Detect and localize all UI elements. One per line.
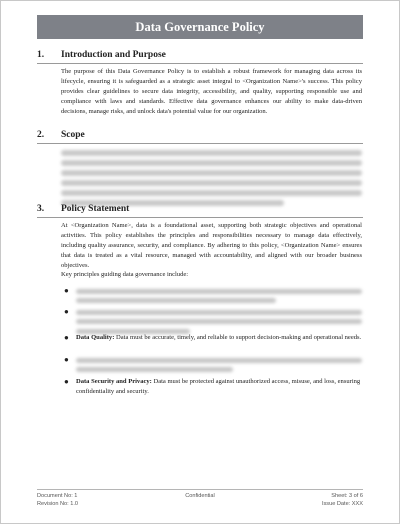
section-divider xyxy=(37,63,363,64)
section-heading-introduction xyxy=(37,50,363,60)
issue-date: Issue Date: XXX xyxy=(321,500,363,507)
bullet-icon: ● xyxy=(64,286,69,295)
page-footer xyxy=(37,493,363,508)
section-title: Scope xyxy=(61,130,85,140)
document-title: Data Governance Policy xyxy=(135,19,265,34)
section-title: Policy Statement xyxy=(61,204,130,214)
bullet-text: Data must be protected against unauthorized access, misuse, and loss, ensuring confidentiality and security. xyxy=(76,378,361,396)
section-divider xyxy=(37,143,363,144)
classification-label: Confidential xyxy=(185,493,215,499)
footer-divider xyxy=(37,489,363,490)
bullet-icon: ● xyxy=(64,377,69,386)
bullet-icon: ● xyxy=(64,333,69,342)
bullet-icon: ● xyxy=(64,355,69,364)
section-number: 2. xyxy=(37,130,45,140)
title-banner xyxy=(37,15,363,39)
list-item-data-security xyxy=(64,377,362,397)
intro-paragraph: The purpose of this Data Governance Policy is to establish a robust framework for managing data across its lifecycle, ensuring it is safeguarded as a strategic asset integral to <Organization Name>'s success. This policy provides clear guidelines to secure data integrity, accessibility, and quality, supporting responsible use and compliance with laws and standards. Effective data governance enhances our ability to make data-driven decisions, manage risks, and unlock data's potential value for our organization. xyxy=(61,68,362,116)
section-heading-policy-statement xyxy=(37,204,363,214)
section-divider xyxy=(37,217,363,218)
revision-number: Revision No: 1.0 xyxy=(37,500,79,507)
list-item-redacted xyxy=(64,286,362,308)
bullet-lead: Data Quality: xyxy=(76,334,115,341)
sheet-number: Sheet: 3 of 6 xyxy=(331,493,363,499)
section-title: Introduction and Purpose xyxy=(61,50,166,60)
section-heading-scope xyxy=(37,130,363,140)
footer-right xyxy=(322,493,363,508)
policy-paragraph: At <Organization Name>, data is a foundational asset, supporting both strategic objectives and operational activities. This policy establishes the principles and responsibilities necessary to manage data effectively, including quality assurance, security, and compliance. By adhering to this policy, <Organization Name> ensures that data is treated as a vital resource, managed with accountability, and aligned with our broader business objectives. xyxy=(61,222,362,270)
section-number: 1. xyxy=(37,50,45,60)
list-item-redacted xyxy=(64,355,362,377)
bullet-text: Data must be accurate, timely, and reliable to support decision-making and operational needs. xyxy=(114,334,362,341)
scope-paragraph-redacted xyxy=(61,150,362,210)
bullet-lead: Data Security and Privacy: xyxy=(76,378,152,385)
list-item-data-quality xyxy=(64,333,362,343)
section-number: 3. xyxy=(37,204,45,214)
principles-intro: Key principles guiding data governance include: xyxy=(61,271,189,278)
bullet-icon: ● xyxy=(64,307,69,316)
document-number: Document No: 1 xyxy=(37,493,78,499)
footer-left xyxy=(37,493,78,508)
